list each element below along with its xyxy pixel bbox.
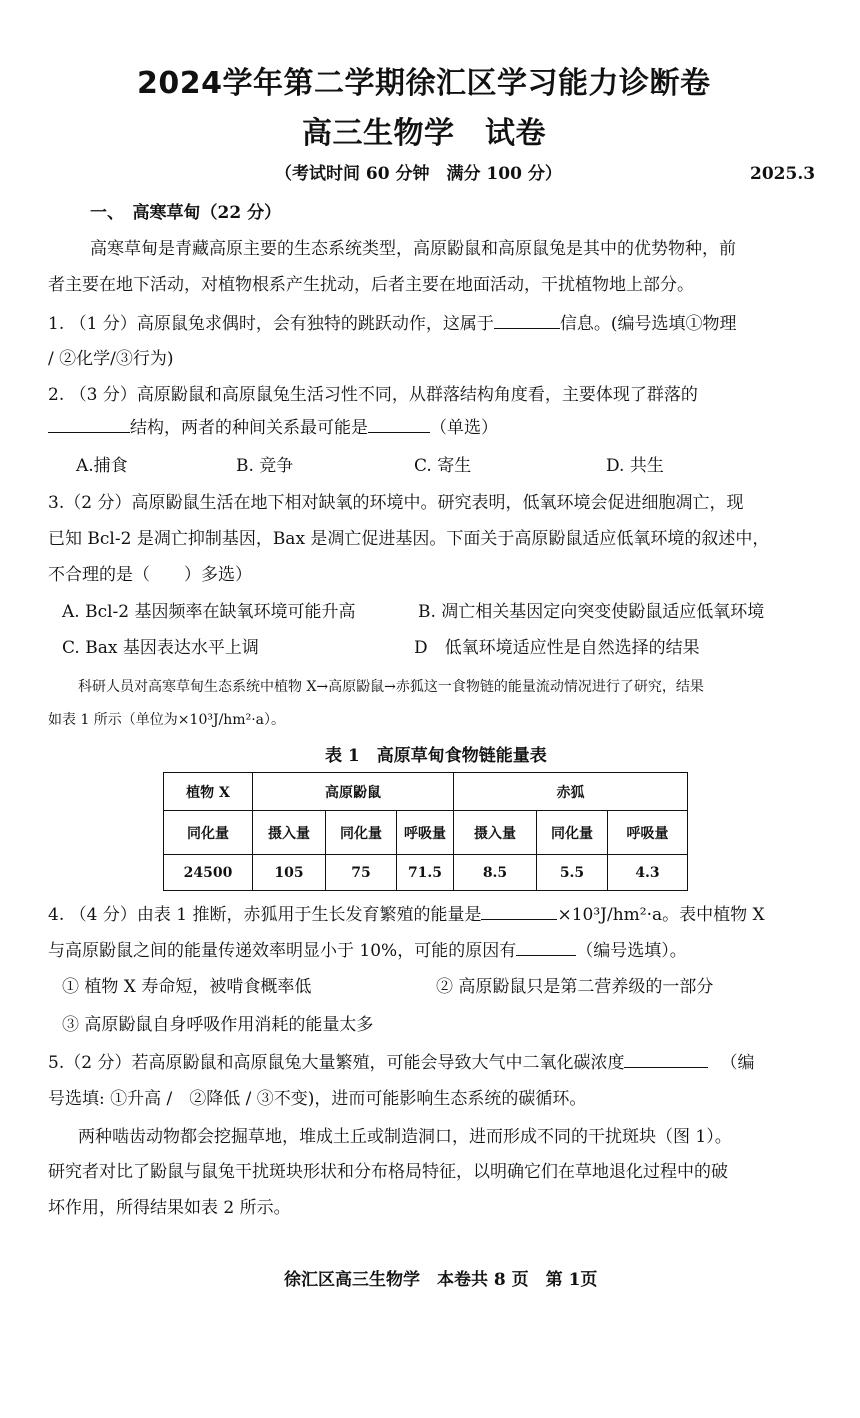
table-header-zokor: 高原鼢鼠 [253, 773, 454, 811]
table-subheader: 摄入量 [454, 811, 537, 855]
table-subheader: 摄入量 [253, 811, 326, 855]
q2-option-d: D. 共生 [606, 456, 664, 476]
q3-option-b: B. 凋亡相关基因定向突变使鼢鼠适应低氧环境 [418, 602, 765, 622]
table-subheader: 同化量 [164, 811, 253, 855]
q3-line3: 不合理的是（ ）多选） [48, 565, 252, 585]
research2-line2: 研究者对比了鼢鼠与鼠兔干扰斑块形状和分布格局特征，以明确它们在草地退化过程中的破 [48, 1162, 728, 1182]
q2-structure-blank[interactable] [48, 432, 130, 433]
q1-line1 [48, 316, 736, 333]
energy-table [163, 772, 688, 891]
q1-line2: / ②化学/③行为) [48, 349, 174, 369]
q2-option-c: C. 寄生 [414, 456, 472, 476]
section-intro-line2: 者主要在地下活动，对植物根系产生扰动，后者主要在地面活动，干扰植物地上部分。 [48, 275, 694, 295]
q1-text-a: 1. （1 分）高原鼠兔求偶时，会有独特的跳跃动作，这属于 [48, 314, 494, 334]
q1-text-b: 信息。(编号选填①物理 [559, 314, 737, 334]
q4-text-d: （编号选填）。 [576, 941, 687, 961]
table-cell: 105 [253, 855, 326, 891]
research1-line1: 科研人员对高寒草甸生态系统中植物 X→高原鼢鼠→赤狐这一食物链的能量流动情况进行了研究，结果 [78, 679, 704, 695]
q2-text-b: （单选） [430, 418, 498, 438]
q3-option-c: C. Bax 基因表达水平上调 [62, 638, 259, 658]
table-cell: 5.5 [537, 855, 608, 891]
q1-answer-blank[interactable] [494, 328, 560, 329]
table-cell: 75 [326, 855, 397, 891]
table-cell: 4.3 [608, 855, 688, 891]
exam-title: 2024学年第二学期徐汇区学习能力诊断卷 [137, 66, 711, 101]
q3-option-a: A. Bcl-2 基因频率在缺氧环境可能升高 [62, 602, 356, 622]
q2-line1: 2. （3 分）高原鼢鼠和高原鼠兔生活习性不同，从群落结构角度看，主要体现了群落的 [48, 385, 698, 405]
research1-line2: 如表 1 所示（单位为×10³J/hm²·a）。 [48, 712, 285, 728]
q4-line1 [48, 907, 765, 924]
table-subheader: 同化量 [326, 811, 397, 855]
research2-line3: 坏作用，所得结果如表 2 所示。 [48, 1198, 291, 1218]
table-subheader: 同化量 [537, 811, 608, 855]
research2-line1: 两种啮齿动物都会挖掘草地，堆成土丘或制造洞口，进而形成不同的干扰斑块（图 1）。 [78, 1127, 732, 1147]
q3-line1: 3.（2 分）高原鼢鼠生活在地下相对缺氧的环境中。研究表明，低氧环境会促进细胞凋亡，现 [48, 493, 744, 513]
q4-line2 [48, 943, 687, 960]
q4-text-b: ×10³J/hm²·a。表中植物 X [557, 905, 765, 925]
q4-text-a: 4. （4 分）由表 1 推断，赤狐用于生长发育繁殖的能量是 [48, 905, 482, 925]
q2-option-a: A.捕食 [76, 456, 128, 476]
q5-line2: 号选填: ①升高 / ②降低 / ③不变)，进而可能影响生态系统的碳循环。 [48, 1089, 587, 1109]
exam-info: （考试时间 60 分钟 满分 100 分） [275, 164, 562, 184]
exam-date: 2025.3 [750, 164, 816, 184]
q3-line2: 已知 Bcl-2 是凋亡抑制基因，Bax 是凋亡促进基因。下面关于高原鼢鼠适应低氧环境的叙述中， [48, 529, 770, 549]
q5-co2-blank[interactable] [624, 1067, 708, 1068]
q5-text-a: 5.（2 分）若高原鼢鼠和高原鼠兔大量繁殖，可能会导致大气中二氧化碳浓度 [48, 1053, 625, 1073]
table1-caption: 表 1 高原草甸食物链能量表 [325, 746, 547, 766]
exam-subtitle: 高三生物学 试卷 [302, 116, 546, 151]
q4-text-c: 与高原鼢鼠之间的能量传递效率明显小于 10%，可能的原因有 [48, 941, 517, 961]
section-heading: 一、 高寒草甸（22 分） [90, 203, 282, 223]
table-subheader: 呼吸量 [608, 811, 688, 855]
q2-option-b: B. 竞争 [236, 456, 294, 476]
q2-line2 [48, 420, 498, 437]
q2-relation-blank[interactable] [368, 432, 430, 433]
q2-text-a: 结构，两者的种间关系最可能是 [130, 418, 368, 438]
table-cell: 24500 [164, 855, 253, 891]
table-header-plant: 植物 X [164, 773, 253, 811]
q4-option-2: ② 高原鼢鼠只是第二营养级的一部分 [436, 977, 714, 997]
table-cell: 8.5 [454, 855, 537, 891]
page-footer: 徐汇区高三生物学 本卷共 8 页 第 1页 [284, 1270, 598, 1290]
table-subheader: 呼吸量 [397, 811, 454, 855]
q5-line1 [48, 1055, 754, 1072]
q4-energy-blank[interactable] [481, 919, 557, 920]
q4-option-1: ① 植物 X 寿命短，被啃食概率低 [62, 977, 312, 997]
table-cell: 71.5 [397, 855, 454, 891]
table-header-fox: 赤狐 [454, 773, 688, 811]
q5-text-b: （编 [720, 1053, 755, 1073]
q3-option-d: D 低氧环境适应性是自然选择的结果 [414, 638, 700, 658]
section-intro-line1: 高寒草甸是青藏高原主要的生态系统类型，高原鼢鼠和高原鼠兔是其中的优势物种，前 [90, 239, 736, 259]
q4-option-3: ③ 高原鼢鼠自身呼吸作用消耗的能量太多 [62, 1015, 374, 1035]
q4-reason-blank[interactable] [516, 955, 576, 956]
